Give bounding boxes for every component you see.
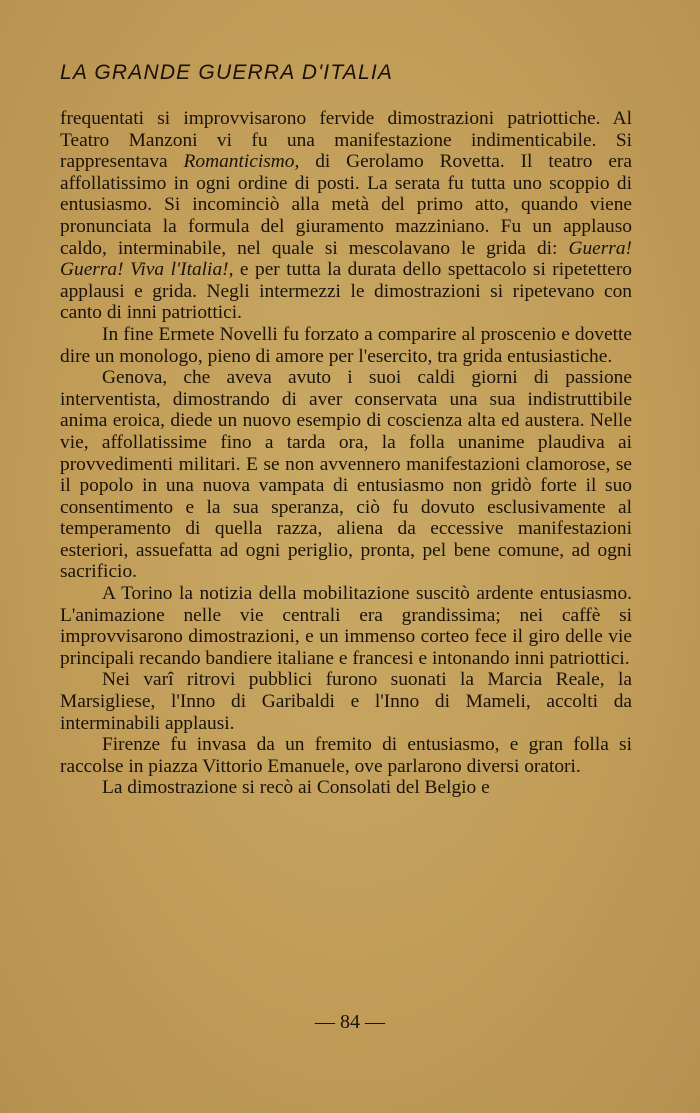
running-title: LA GRANDE GUERRA D'ITALIA: [60, 61, 394, 84]
paragraph-1: [60, 108, 632, 324]
paragraph-3: Genova, che aveva avuto i suoi caldi giorni di passione interventista, dimostrando di aver conservata una sua indistruttibile anima eroica, diede un nuovo esempio di coscienza alta ed austera. Nelle vie, affollatissime fino a tarda ora, la folla unanime plaudiva ai provvedimenti militari. E se non avvennero manifestazioni clamorose, se il popolo in una nuova vampata di entusiasmo non gridò forte il suo consentimento e la sua speranza, ciò fu dovuto esclusivamente al temperamento di quella razza, aliena da eccessive manifestazioni esteriori, assuefatta ad ogni periglio, pronta, pel bene comune, ad ogni sacrificio.: [60, 367, 632, 583]
paragraph-2: In fine Ermete Novelli fu forzato a comparire al proscenio e dovette dire un monologo, pieno di amore per l'esercito, tra grida entusiastiche.: [60, 323, 632, 367]
paragraph-1-part-1: frequentati si improvvisarono fervide dimostrazioni patriottiche. Al Teatro Manzoni vi fu una manifestazione indimenticabile. Si rappresentava: [60, 108, 632, 173]
paragraph-5: Nei varî ritrovi pubblici furono suonati la Marcia Reale, la Marsigliese, l'Inno di Garibaldi e l'Inno di Mameli, accolti da interminabili applausi.: [60, 669, 632, 734]
paragraph-6: Firenze fu invasa da un fremito di entusiasmo, e gran folla si raccolse in piazza Vittorio Emanuele, ove parlarono diversi oratori.: [60, 734, 632, 777]
play-title: Romanticismo,: [183, 151, 300, 173]
paragraph-7: La dimostrazione si recò ai Consolati del Belgio e: [102, 777, 490, 799]
paragraph-1-part-5: e per tutta la durata dello spettacolo si ripetettero applausi e grida. Negli intermezzi le dimostrazioni si ripetevano con canto di inni patriottici.: [60, 259, 632, 324]
crowd-cry: Guerra! Guerra! Viva l'Italia!,: [60, 237, 632, 281]
paragraph-1-part-3: di Gerolamo Rovetta. Il teatro era affollatissimo in ogni ordine di posti. La serata fu tutta uno scoppio di entusiasmo. Si incominciò alla metà del primo atto, quando viene pronunciata la formula del giuramento mazziniano. Fu un applauso caldo, interminabile, nel quale si mescolavano le grida di:: [60, 151, 632, 259]
body-text: [60, 108, 632, 799]
paragraph-4: A Torino la notizia della mobilitazione suscitò ardente entusiasmo. L'animazione nelle vie centrali era grandissima; nei caffè si improvvisarono dimostrazioni, e un immenso corteo fece il giro delle vie principali recando bandiere italiane e francesi e intonando inni patriottici.: [60, 583, 632, 669]
page-number: — 84 —: [315, 1011, 385, 1033]
